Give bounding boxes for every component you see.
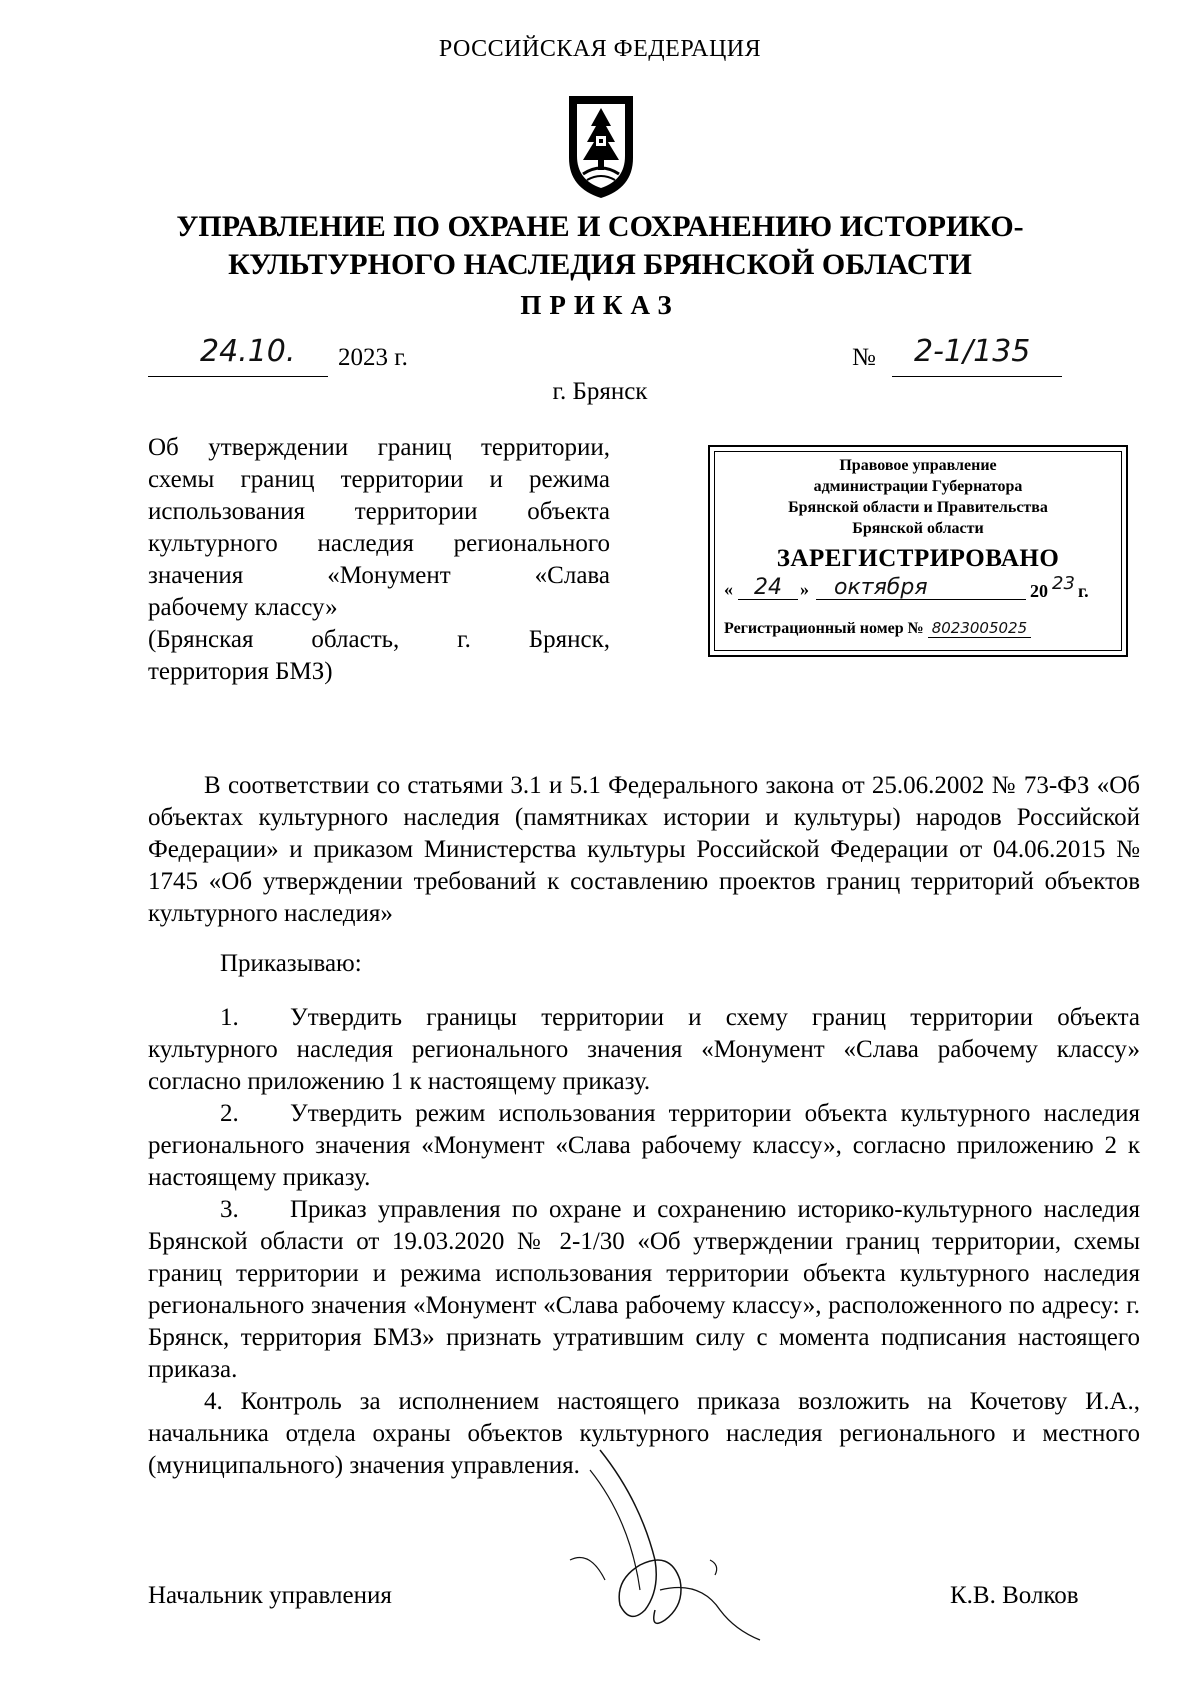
stamp-year-suffix: 23	[1052, 573, 1075, 594]
stamp-registered: ЗАРЕГИСТРИРОВАНО	[776, 545, 1060, 572]
subject-line: использования территории объекта	[148, 498, 610, 525]
item-text: Утвердить режим использования территории объекта культурного наследия регионального значения «Монумент «Слава рабочему классу», согласно приложению 2 к настоящему приказу.	[148, 1100, 1140, 1191]
order-item	[148, 1194, 1140, 1386]
organization-line-1: УПРАВЛЕНИЕ ПО ОХРАНЕ И СОХРАНЕНИЮ ИСТОРИКО-	[176, 210, 1024, 243]
stamp-reg-number: 8023005025	[928, 619, 1031, 638]
number-label: №	[852, 344, 876, 371]
order-item	[148, 1098, 1140, 1194]
stamp-day: 24	[754, 575, 782, 600]
stamp-line: администрации Губернатора	[813, 478, 1023, 495]
item-text: Контроль за исполнением настоящего приказа возложить на Кочетову И.А., начальника отдела охраны объектов культурного наследия регионального и местного (муниципального) значения управления.	[148, 1388, 1141, 1479]
subject-line: схемы границ территории и режима	[148, 466, 610, 493]
signatory-position: Начальник управления	[148, 1582, 392, 1609]
handwritten-number: 2-1/135	[914, 334, 1031, 369]
document-type: ПРИКАЗ	[520, 290, 680, 320]
order-item	[148, 1002, 1140, 1098]
stamp-year-end: г.	[1078, 581, 1089, 601]
item-number: 4.	[204, 1388, 223, 1415]
item-number: 1.	[220, 1004, 239, 1031]
organization-line-2: КУЛЬТУРНОГО НАСЛЕДИЯ БРЯНСКОЙ ОБЛАСТИ	[228, 248, 972, 281]
basis-paragraph	[148, 770, 1140, 930]
item-number: 2.	[220, 1100, 239, 1127]
stamp-reg-label: Регистрационный номер №	[724, 620, 924, 637]
stamp-date-row	[724, 573, 1110, 605]
subject-line: рабочему классу»	[148, 594, 338, 621]
order-word: Приказываю:	[220, 950, 362, 977]
item-number: 3.	[220, 1196, 239, 1223]
stamp-line: Брянской области	[852, 520, 984, 537]
stamp-reg-row	[724, 619, 1110, 638]
registration-stamp	[708, 445, 1128, 657]
item-text: Утвердить границы территории и схему границ территории объекта культурного наследия регионального значения «Монумент «Слава рабочему классу» согласно приложению 1 к настоящему приказу.	[148, 1004, 1140, 1095]
subject-line: Об утверждении границ территории,	[148, 434, 610, 461]
document-year: 2023 г.	[338, 344, 408, 371]
city: г. Брянск	[552, 378, 648, 405]
subject-line: территория БМЗ)	[148, 658, 333, 685]
subject-line: культурного наследия регионального	[148, 530, 610, 557]
stamp-year-prefix: 20	[1030, 581, 1048, 601]
stamp-line: Брянской области и Правительства	[788, 499, 1048, 516]
stamp-quote-open: «	[724, 579, 733, 599]
subject-line: значения «Монумент «Слава	[148, 562, 610, 589]
stamp-quote-close: »	[800, 579, 809, 599]
signatory-name: К.В. Волков	[950, 1582, 1079, 1609]
stamp-line: Правовое управление	[839, 457, 997, 474]
order-items	[148, 1002, 1140, 1482]
handwritten-signature	[560, 1440, 780, 1650]
stamp-month: октября	[834, 575, 928, 600]
basis-text: В соответствии со статьями 3.1 и 5.1 Федерального закона от 25.06.2002 № 73-ФЗ «Об объектах культурного наследия (памятниках истории и культуры) народов Российской Федерации» и приказом Министерства культуры Российской Федерации от 04.06.2015 № 1745 «Об утверждении требований к составлению проектов границ территорий объектов культурного наследия»	[148, 772, 1140, 927]
document-subject	[148, 432, 610, 688]
item-text: Приказ управления по охране и сохранению историко-культурного наследия Брянской области от 19.03.2020 № 2-1/30 «Об утверждении границ территории, схемы границ территории и режима использования территории объекта культурного наследия регионального значения «Монумент «Слава рабочему классу», расположенного по адресу: г. Брянск, территория БМЗ» признать утратившим силу с момента подписания настоящего приказа.	[148, 1196, 1140, 1383]
handwritten-date: 24.10.	[200, 334, 296, 369]
organization-title	[120, 208, 1080, 284]
coat-of-arms-emblem	[565, 92, 637, 202]
country-heading: РОССИЙСКАЯ ФЕДЕРАЦИЯ	[438, 36, 762, 62]
subject-line: (Брянская область, г. Брянск,	[148, 626, 610, 653]
